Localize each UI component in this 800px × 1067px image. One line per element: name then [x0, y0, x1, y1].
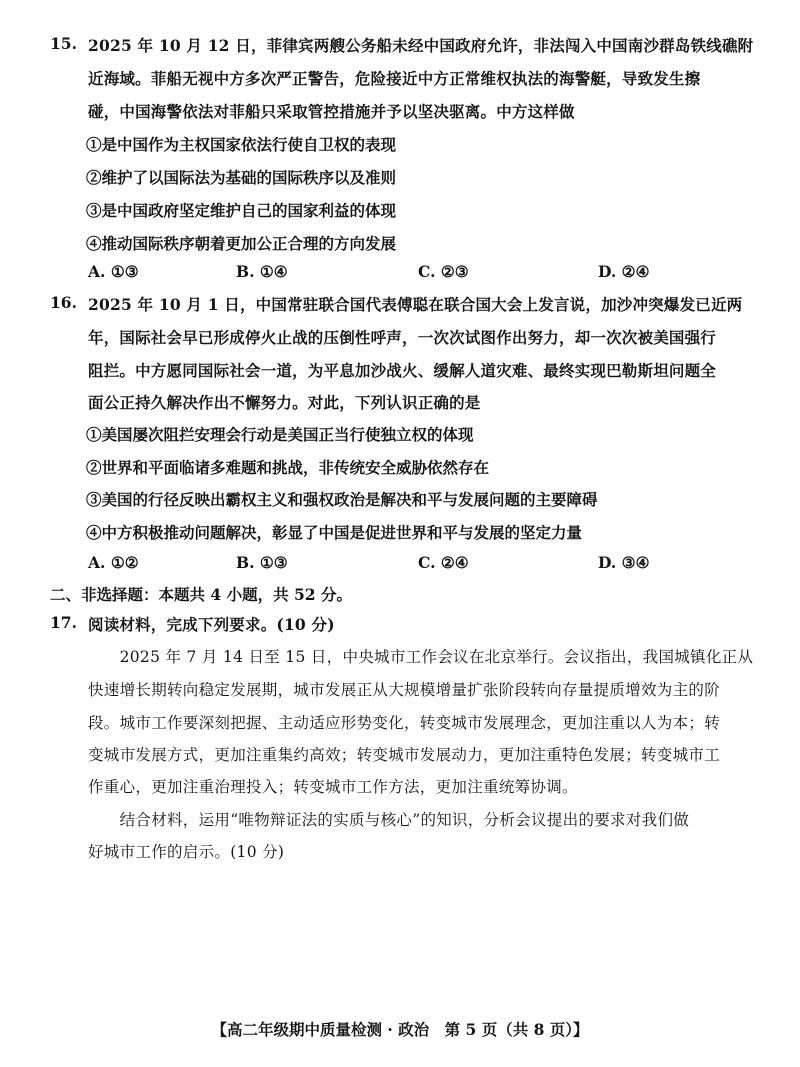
question-16-number: 16. — [50, 293, 77, 312]
question-17-task-line-1: 结合材料，运用“唯物辩证法的实质与核心”的知识，分析会议提出的要求对我们做 — [88, 811, 690, 829]
question-15-stem-line-3: 碰，中国海警依法对菲船只采取管控措施并予以坚决驱离。中方这样做 — [88, 102, 575, 121]
question-16-statement-1: ①美国屡次阻拦安理会行动是美国正当行使独立权的体现 — [86, 425, 474, 444]
page-footer: 【高二年级期中质量检测 · 政治 第 5 页（共 8 页）】 — [211, 1020, 589, 1039]
question-17-material-line-2: 快速增长期转向稳定发展期，城市发展正从大规模增量扩张阶段转向存量提质增效为主的阶 — [88, 681, 721, 699]
question-15-stem-line-1: 2025 年 10 月 12 日，菲律宾两艘公务船未经中国政府允许，非法闯入中国南沙群岛铁线礁附 — [88, 36, 754, 55]
question-15-statement-2: ②维护了以国际法为基础的国际秩序以及准则 — [86, 168, 397, 187]
question-16-stem-line-3: 阻拦。中方愿同国际社会一道，为平息加沙战火、缓解人道灾难、最终实现巴勒斯坦问题全 — [88, 361, 717, 380]
question-17-material-line-1: 2025 年 7 月 14 日至 15 日，中央城市工作会议在北京举行。会议指出，我国城镇化正从 — [88, 648, 754, 666]
question-15-statement-1: ①是中国作为主权国家依法行使自卫权的表现 — [86, 135, 397, 154]
question-15-option-c: C. ②③ — [418, 262, 469, 281]
question-16-statement-2: ②世界和平面临诸多难题和挑战，非传统安全威胁依然存在 — [86, 458, 490, 477]
question-16-stem-line-4: 面公正持久解决作出不懈努力。对此，下列认识正确的是 — [88, 393, 481, 412]
section-2-title: 二、非选择题：本题共 4 小题，共 52 分。 — [50, 585, 352, 604]
question-17-prompt: 阅读材料，完成下列要求。(10 分) — [88, 615, 335, 634]
question-15-option-d: D. ②④ — [598, 262, 650, 281]
question-15-statement-3: ③是中国政府坚定维护自己的国家利益的体现 — [86, 201, 397, 220]
question-15-option-b: B. ①④ — [236, 262, 288, 281]
question-15-number: 15. — [50, 34, 77, 53]
question-17-number: 17. — [50, 613, 77, 632]
question-16-stem-line-2: 年，国际社会早已形成停火止战的压倒性呼声，一次次试图作出努力，却一次次被美国强行 — [88, 328, 717, 347]
question-16-option-c: C. ②④ — [418, 553, 469, 572]
question-16-option-a: A. ①② — [88, 553, 139, 572]
question-17-material-line-3: 段。城市工作要深刻把握、主动适应形势变化，转变城市发展理念，更加注重以人为本；转 — [88, 714, 721, 732]
question-15-stem-line-2: 近海域。菲船无视中方多次严正警告，危险接近中方正常维权执法的海警艇，导致发生擦 — [88, 69, 701, 88]
question-15-statement-4: ④推动国际秩序朝着更加公正合理的方向发展 — [86, 234, 397, 253]
question-17-material-line-4: 变城市发展方式，更加注重集约高效；转变城市发展动力，更加注重特色发展；转变城市工 — [88, 746, 721, 764]
question-17-material-line-5: 作重心，更加注重治理投入；转变城市工作方法，更加注重统筹协调。 — [88, 778, 578, 796]
question-16-option-d: D. ③④ — [598, 553, 650, 572]
question-15-option-a: A. ①③ — [88, 262, 139, 281]
question-16-statement-4: ④中方积极推动问题解决，彰显了中国是促进世界和平与发展的坚定力量 — [86, 523, 583, 542]
question-16-option-b: B. ①③ — [236, 553, 288, 572]
question-17-task-line-2: 好城市工作的启示。(10 分) — [88, 843, 285, 861]
question-16-statement-3: ③美国的行径反映出霸权主义和强权政治是解决和平与发展问题的主要障碍 — [86, 490, 598, 509]
question-16-stem-line-1: 2025 年 10 月 1 日，中国常驻联合国代表傅聪在联合国大会上发言说，加沙冲突爆发已近两 — [88, 295, 743, 314]
